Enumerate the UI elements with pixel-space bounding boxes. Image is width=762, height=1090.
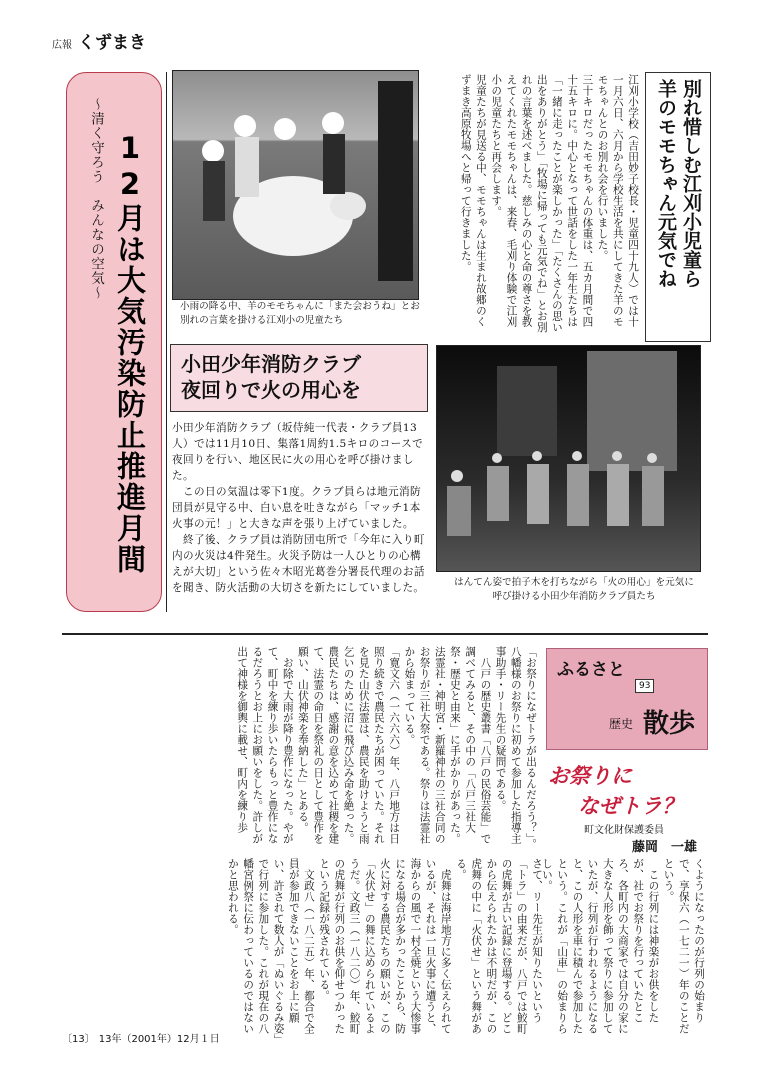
fire-headline-line2: 夜回りで火の用心を	[181, 378, 361, 402]
clean-air-banner	[66, 72, 162, 612]
vertical-divider	[166, 72, 167, 612]
series-number-badge: 93	[635, 679, 654, 693]
rekishi-label: 歴史	[609, 717, 634, 731]
sheep-headline-box	[645, 72, 711, 342]
fire-headline-line1: 小田少年消防クラブ	[181, 352, 361, 376]
fire-photo-caption: はんてん姿で拍子木を打ちながら「火の用心」を元気に呼び掛ける小田少年消防クラブ員たち	[454, 577, 694, 602]
issue-date: 13年（2001年）12月１日	[98, 1034, 220, 1045]
clean-air-title: 12月は大気汚染防止推進月間	[113, 131, 147, 575]
furusato-title-line2: なぜトラ？	[578, 794, 683, 818]
page-header	[52, 28, 146, 53]
furusato-column-3: 「お祭りになぜトラが出るんだろう？」。八幡様のお祭りに初めて参加した指導主事助手・リー先生の疑問である。 八戸の歴史叢書「八戸の民俗芸能」で調べてみると、その中の「八戸三社大祭・歴史と由来」に手がかりがあった。法霊社・神明宮・新羅神社の三社合同のお祭りが三社大祭である。祭りは法霊社から始まっている。 「寛文六（一六六六）年、八戸地方は日照り続きで農民たちが困っていた。それを見た山伏法霊は、農民を助けようと雨乞いのために沼に飛び込み命を絶った。農民たちは、感謝の意を込めて社稷を建て、法霊の命日を祭礼の日として豊作を願い、山伏神楽を奉納した」とある。 お除で大雨が降り豊作になった。やがて、町中を練り歩いたらもっと豊作になるだろうとお上にお願いをした。許しが出て神様を御輿に載せ、町内を練り歩	[236, 646, 537, 850]
sheep-headline-line1: 羊のモモちゃん元気でね	[655, 79, 677, 288]
fire-photo	[436, 345, 701, 572]
clean-air-subtitle: ～清く守ろう みんなの空気～	[88, 97, 104, 300]
author-name: 藤岡 一雄	[632, 840, 698, 855]
fire-article-body: 小田少年消防クラブ（坂侍純一代表・クラブ員13人）では11月10日、集落1周約1.5キロのコースで夜回りを行い、地区民に火の用心を呼び掛けました。 この日の気温は零下1度。クラブ員らは地元消防団員が見守る中、白い息を吐きながら「マッチ1本火事の元！」と大きな声を張り上げていました。 終了後、クラブ員は消防団屯所で「今年に入り町内の火災は4件発生。火災予防は一人ひとりの心構えが大切」という佐々木昭光葛巻分署長代理のお話を聞き、防火活動の大切さを新たにしていました。	[172, 422, 425, 594]
author-role: 町文化財保護委員	[584, 825, 664, 836]
furusato-banner	[546, 648, 708, 750]
sheep-headline-line2: 別れ惜しむ江刈小児童ら	[680, 79, 702, 288]
page-number: 〔13〕	[62, 1034, 95, 1045]
furusato-column-1: くようになったのが行列の始まりで、享保六（一七二一）年のことだという。 この行列には神楽がお供をしたが、社でお祭りを行っていたところ、各町内の大商家では自分の家に大きな人形を飾って祭りに参加していたが、行列が行われるようになると、この人形を車に積んで参加したという。これが「山車」の始まりらしい。	[540, 858, 705, 1034]
sheep-photo-illustration	[173, 71, 418, 299]
sanpo-label: 散歩	[643, 709, 696, 739]
fire-photo-illustration	[437, 346, 700, 571]
furusato-column-2: さて、リー先生が知りたいという「トラ」の由来だが、八戸では鮫町の虎舞が古い記録に登場する。どこから伝えられたかは不明だが、この虎舞の中に「火伏せ」という舞がある。 虎舞は海岸地方に多く伝えられているが、それは一旦火事に遭うと、海からの風で一村全焼という大惨事になる場合が多かったことから、防火に対する農民たちの願いが、この「火伏せ」の舞に込められているようだ。文政三（一八二〇）年、鮫町の虎舞が行列のお供を仰せつかったという記録が残されている。 文政八（一八二五）年、都合で全員が参加できないことをお上に願い、許されて数人が「ぬいぐるみ姿」で行列に参加した。これが現在の八幡宮例祭に伝わっているのではないかと思われる。	[226, 858, 543, 1040]
furusato-label: ふるさと	[557, 660, 625, 680]
furusato-title-line1: お祭りに	[548, 764, 632, 788]
sheep-article-body: 江刈小学校（吉田妙子校長・児童四十九人）では十一月六日、六月から学校生活を共にしてきた羊のモモちゃんとのお別れ会を行いました。 三十キロだったモモちゃんの体重は、五カ月間で四十五キロに。中心となって世話をした一年生たちは「一緒に走ったことが楽しかった」「たくさんの思い出をありがとう」「牧場に帰っても元気でね」とお別れの言葉を述べました。慈しみの心と命の尊さを教えてくれたモモちゃんは、来春、毛刈り体験で江刈小の児童たちと再会します。 児童たちが見送る中、モモちゃんは生まれ故郷のくずまき高原牧場へと帰って行きました。	[459, 74, 639, 333]
page-footer	[62, 1030, 220, 1045]
sheep-photo-caption: 小雨の降る中、羊のモモちゃんに「また会おうね」とお別れの言葉を掛ける江刈小の児童たち	[180, 301, 420, 326]
header-prefix: 広報	[52, 40, 72, 51]
sheep-photo	[172, 70, 419, 300]
fire-headline-box	[170, 344, 428, 412]
magazine-logo: くずまき	[78, 33, 146, 53]
horizontal-divider	[62, 633, 708, 635]
